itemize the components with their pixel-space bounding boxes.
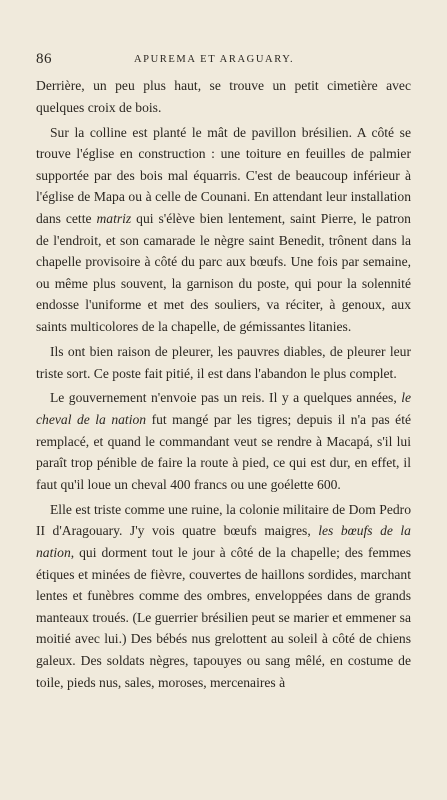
page-number: 86 [36,51,52,67]
paragraph [36,499,411,693]
running-head [36,50,412,68]
body-text [36,75,411,693]
paragraph [36,75,411,118]
text-run: Le gouvernement n'envoie pas un reis. Il y a quelques années, [50,390,402,406]
paragraph [36,122,411,338]
italic-term: les bœufs de la nation [36,523,411,561]
text-run: , qui dorment tout le jour à côté de la chapelle; des femmes étiques et minées de fièvre, couvertes de haillons sordides, marchant lentes et funèbres comme des ombres, enveloppées dans de grands manteaux troués. (Le guerrier brésilien peut se marier et emmener sa moitié avec lui.) Des bébés nus grelottent au soleil à côté de chiens galeux. Des soldats nègres, tapouyes ou sang mêlé, en costume de toile, pieds nus, sales, moroses, mercenaires à [36,545,411,690]
text-run: Derrière, un peu plus haut, se trouve un petit cimetière avec quelques croix de bois. [36,78,411,115]
text-run: fut mangé par les tigres; depuis il n'a pas été remplacé, et quand le commandant veut se rendre à Macapá, s'il lui paraît trop pénible de faire la route à pied, ce qui est dur, en effet, il faut qu'il loue un cheval 400 francs ou une goélette 600. [36,412,411,492]
text-run: Ils ont bien raison de pleurer, les pauvres diables, de pleurer leur triste sort. Ce poste fait pitié, il est dans l'abandon le plus complet. [36,343,411,381]
paragraph [36,341,411,384]
italic-term: le cheval de la nation [36,390,411,428]
text-run: qui s'élève bien lentement, saint Pierre, le patron de l'endroit, et son camarade le nègre saint Benedit, trônent dans la chapelle provisoire à côté du parc aux bœufs. Une fois par semaine, ou même plus souvent, la garnison du poste, qui pour la solennité endosse l'uniforme et met des souliers, va réciter, à genoux, aux saints multicolores de la chapelle, de gémissantes litanies. [36,210,411,334]
text-run: Elle est triste comme une ruine, la colonie militaire de Dom Pedro II d'Aragouary. J'y vois quatre bœufs maigres, [36,501,411,539]
italic-term: matriz [96,210,132,226]
text-run: Sur la colline est planté le mât de pavillon brésilien. A côté se trouve l'église en construction : une toiture en feuilles de palmier supportée par des bois mal équarris. C'est de beaucoup inférieur à l'église de Mapa ou à celle de Counani. En attendant leur installation dans cette [36,124,411,226]
paragraph [36,387,411,495]
running-title: APUREMA ET ARAGUARY. [134,54,295,65]
